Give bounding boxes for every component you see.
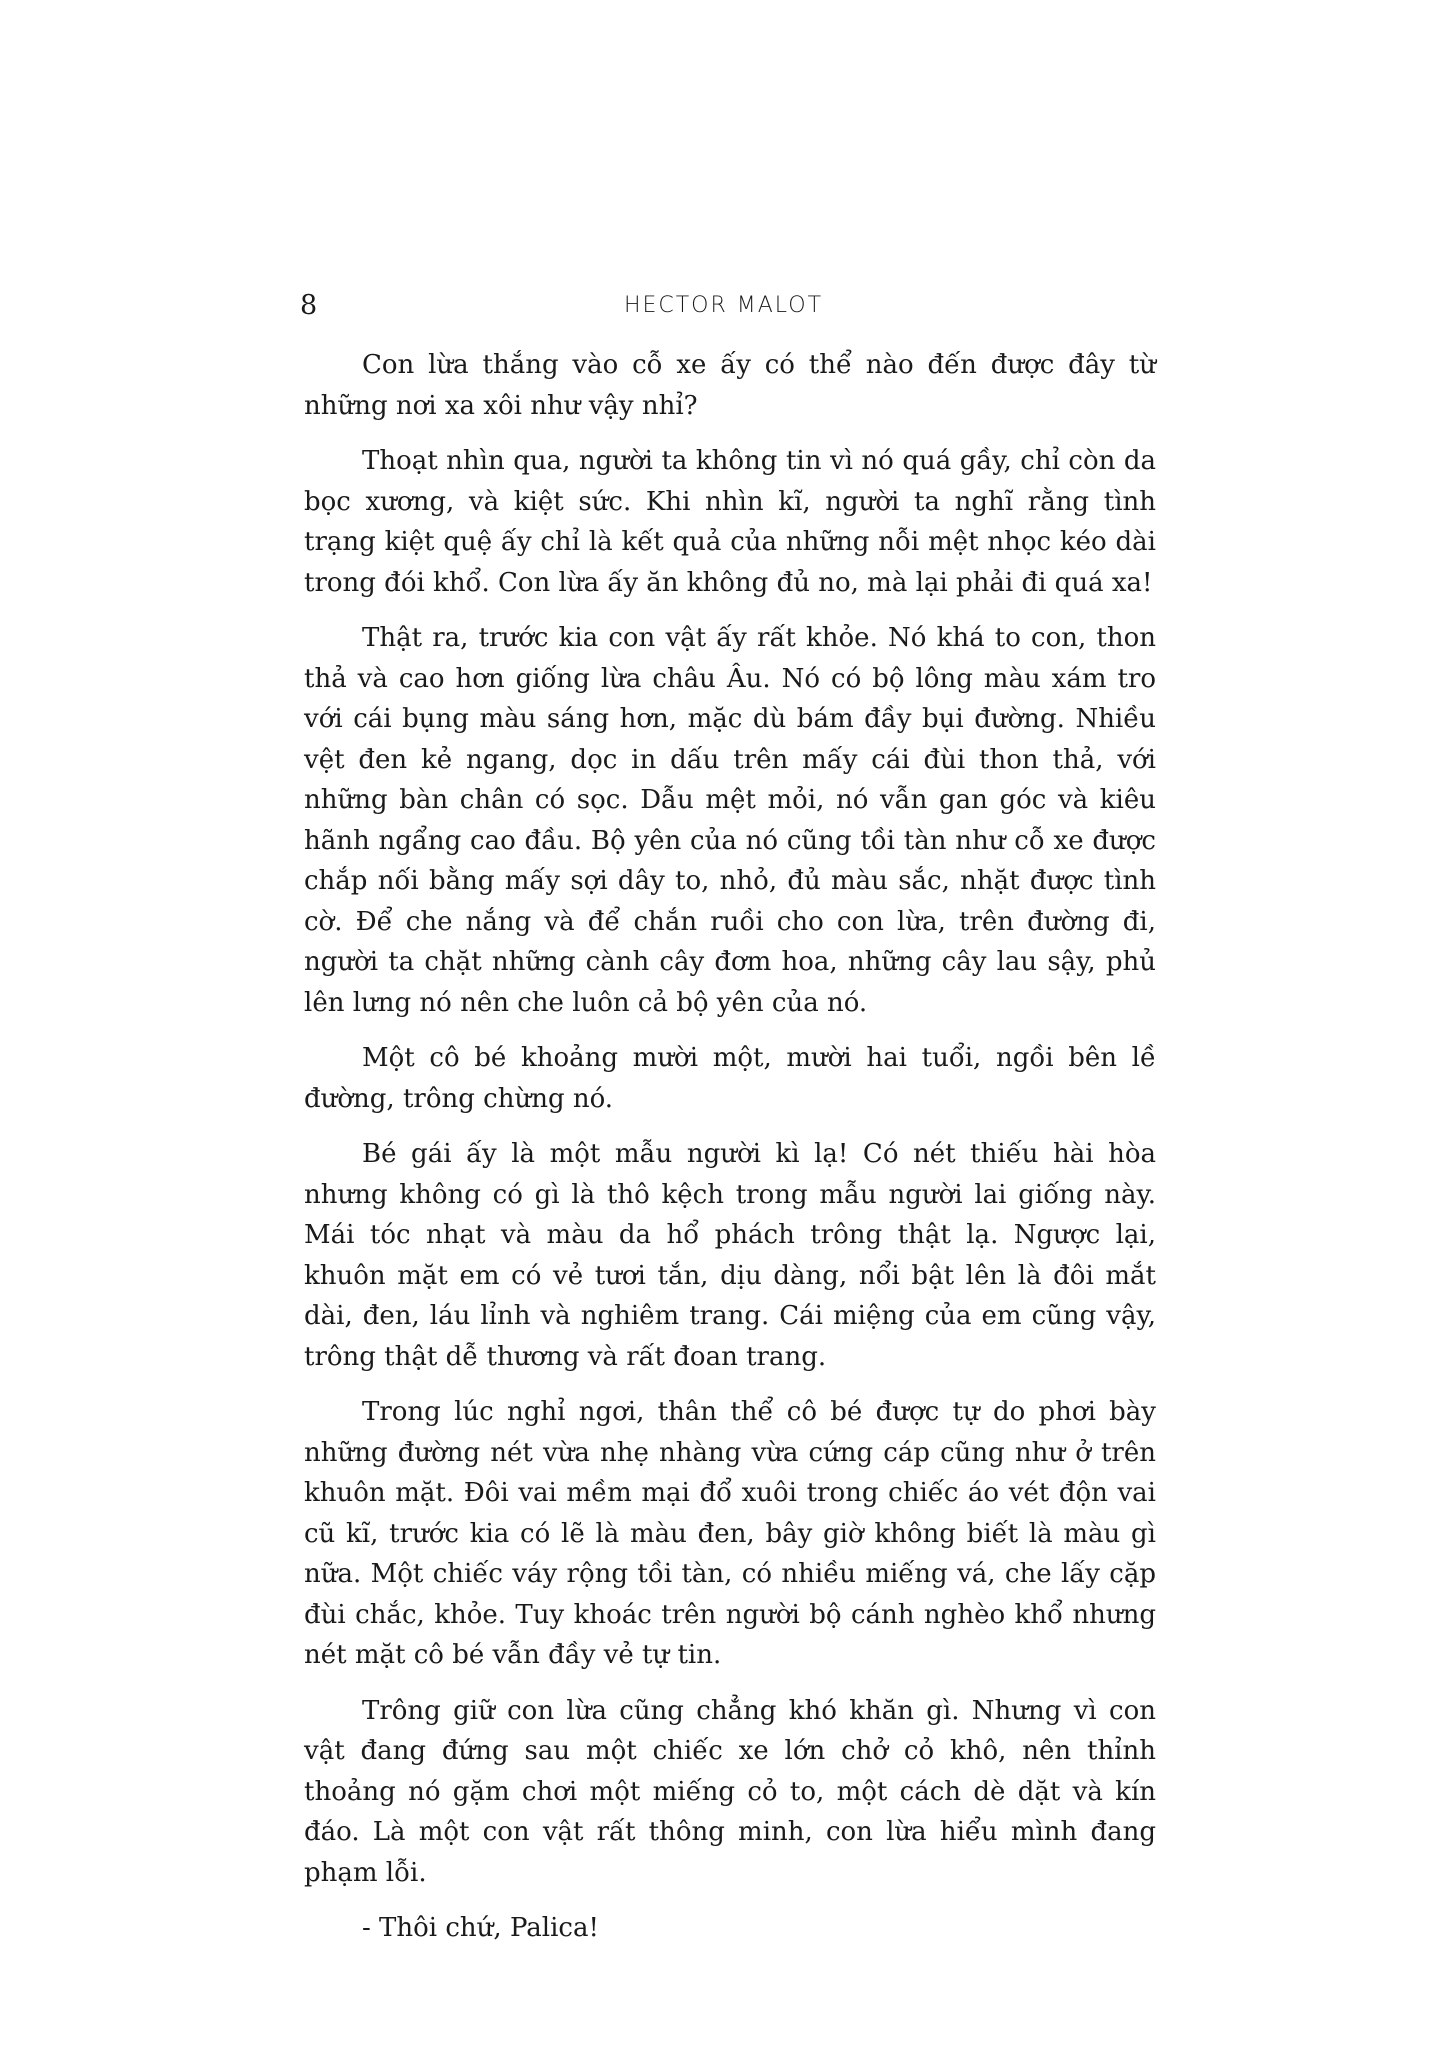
paragraph: Thoạt nhìn qua, người ta không tin vì nó quá gầy, chỉ còn da bọc xương, và kiệt sức. Khi nhìn kĩ, người ta nghĩ rằng tình trạng kiệt quệ ấy chỉ là kết quả của những nỗi mệt nhọc kéo dài trong đói khổ. Con lừa ấy ăn không đủ no, mà lại phải đi quá xa! [304, 446, 1156, 598]
paragraph: Trong lúc nghỉ ngơi, thân thể cô bé được tự do phơi bày những đường nét vừa nhẹ nhàng vừa cứng cáp cũng như ở trên khuôn mặt. Đôi vai mềm mại đổ xuôi trong chiếc áo vét độn vai cũ kĩ, trước kia có lẽ là màu đen, bây giờ không biết là màu gì nữa. Một chiếc váy rộng tồi tàn, có nhiều miếng vá, che lấy cặp đùi chắc, khỏe. Tuy khoác trên người bộ cánh nghèo khổ nhưng nét mặt cô bé vẫn đầy vẻ tự tin. [304, 1397, 1156, 1670]
page-number: 8 [300, 290, 318, 321]
running-title: HECTOR MALOT [623, 293, 824, 318]
dialogue-line: - Thôi chứ, Palica! [362, 1913, 599, 1943]
paragraph: Trông giữ con lừa cũng chẳng khó khăn gì. Nhưng vì con vật đang đứng sau một chiếc xe lớn chở cỏ khô, nên thỉnh thoảng nó gặm chơi một miếng cỏ to, một cách dè dặt và kín đáo. Là một con vật rất thông minh, con lừa hiểu mình đang phạm lỗi. [304, 1695, 1156, 1888]
paragraph: Con lừa thắng vào cỗ xe ấy có thể nào đến được đây từ những nơi xa xôi như vậy nhỉ? [304, 350, 1156, 421]
paragraph: Thật ra, trước kia con vật ấy rất khỏe. Nó khá to con, thon thả và cao hơn giống lừa châu Âu. Nó có bộ lông màu xám tro với cái bụng màu sáng hơn, mặc dù bám đầy bụi đường. Nhiều vệt đen kẻ ngang, dọc in dấu trên mấy cái đùi thon thả, với những bàn chân có sọc. Dẫu mệt mỏi, nó vẫn gan góc và kiêu hãnh ngẩng cao đầu. Bộ yên của nó cũng tồi tàn như cỗ xe được chắp nối bằng mấy sợi dây to, nhỏ, đủ màu sắc, nhặt được tình cờ. Để che nắng và để chắn ruồi cho con lừa, trên đường đi, người ta chặt những cành cây đơm hoa, những cây lau sậy, phủ lên lưng nó nên che luôn cả bộ yên của nó. [304, 623, 1156, 1018]
paragraph: Một cô bé khoảng mười một, mười hai tuổi, ngồi bên lề đường, trông chừng nó. [304, 1043, 1156, 1114]
paragraph: Bé gái ấy là một mẫu người kì lạ! Có nét thiếu hài hòa nhưng không có gì là thô kệch trong mẫu người lai giống này. Mái tóc nhạt và màu da hổ phách trông thật lạ. Ngược lại, khuôn mặt em có vẻ tươi tắn, dịu dàng, nổi bật lên là đôi mắt dài, đen, láu lỉnh và nghiêm trang. Cái miệng của em cũng vậy, trông thật dễ thương và rất đoan trang. [304, 1139, 1156, 1372]
text-body [304, 345, 1156, 1964]
